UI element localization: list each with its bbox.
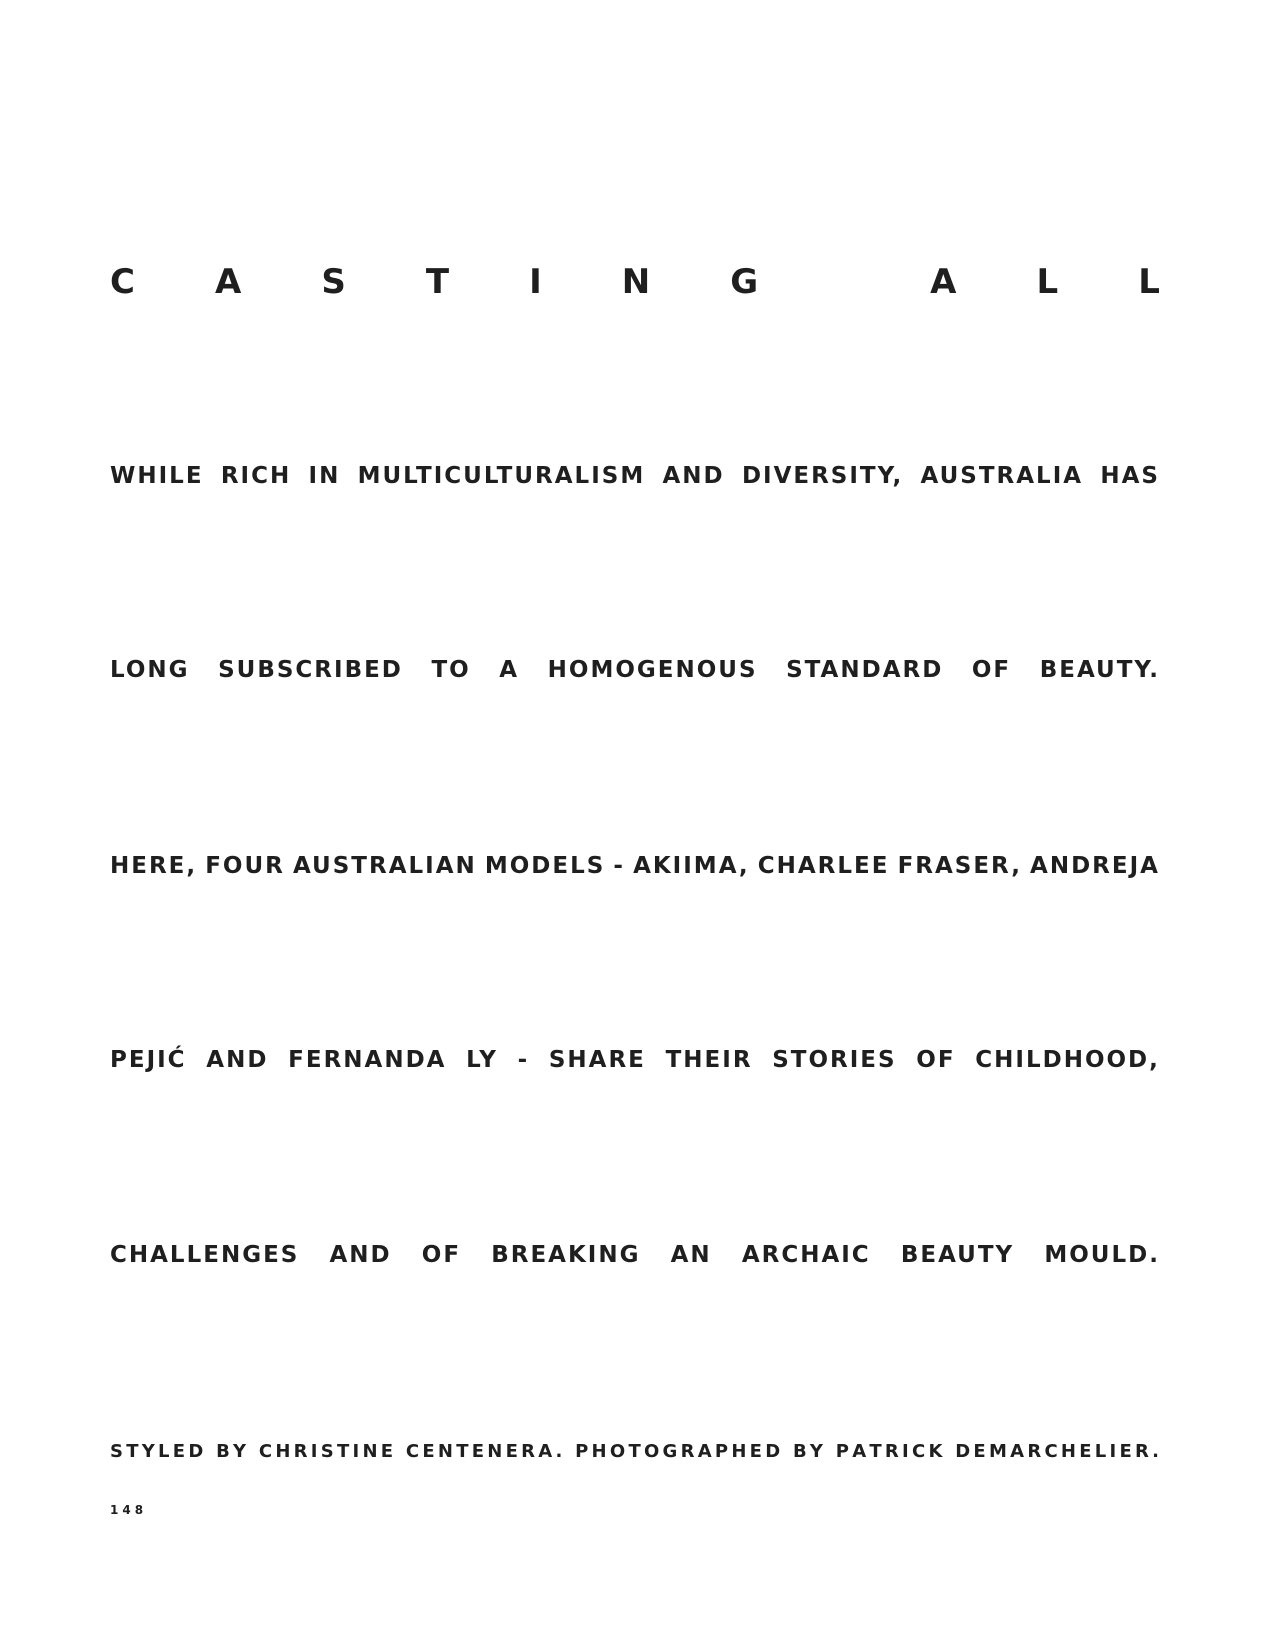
article-title: C A S T I N G A L L [110, 262, 1160, 302]
photo-credits: S T Y L E D B Y C H R I S T I N E C E N T E N E R A . P H O T O G R A P H E D B Y P A T R I C K D E M A R C H E L I E R . [110, 1440, 1159, 1462]
intro-line-4: PEJIĆ AND FERNANDA LY - SHARE THEIR STORIES OF CHILDHOOD, [110, 1047, 1160, 1073]
intro-line-3: HERE, FOUR AUSTRALIAN MODELS - AKIIMA, CHARLEE FRASER, ANDREJA [110, 853, 1160, 879]
intro-line-2: LONG SUBSCRIBED TO A HOMOGENOUS STANDARD OF BEAUTY. [110, 657, 1160, 683]
intro-line-1: WHILE RICH IN MULTICULTURALISM AND DIVERSITY, AUSTRALIA HAS [110, 463, 1160, 489]
page-number: 148 [110, 1503, 148, 1517]
intro-line-5: CHALLENGES AND OF BREAKING AN ARCHAIC BEAUTY MOULD. [110, 1242, 1160, 1268]
